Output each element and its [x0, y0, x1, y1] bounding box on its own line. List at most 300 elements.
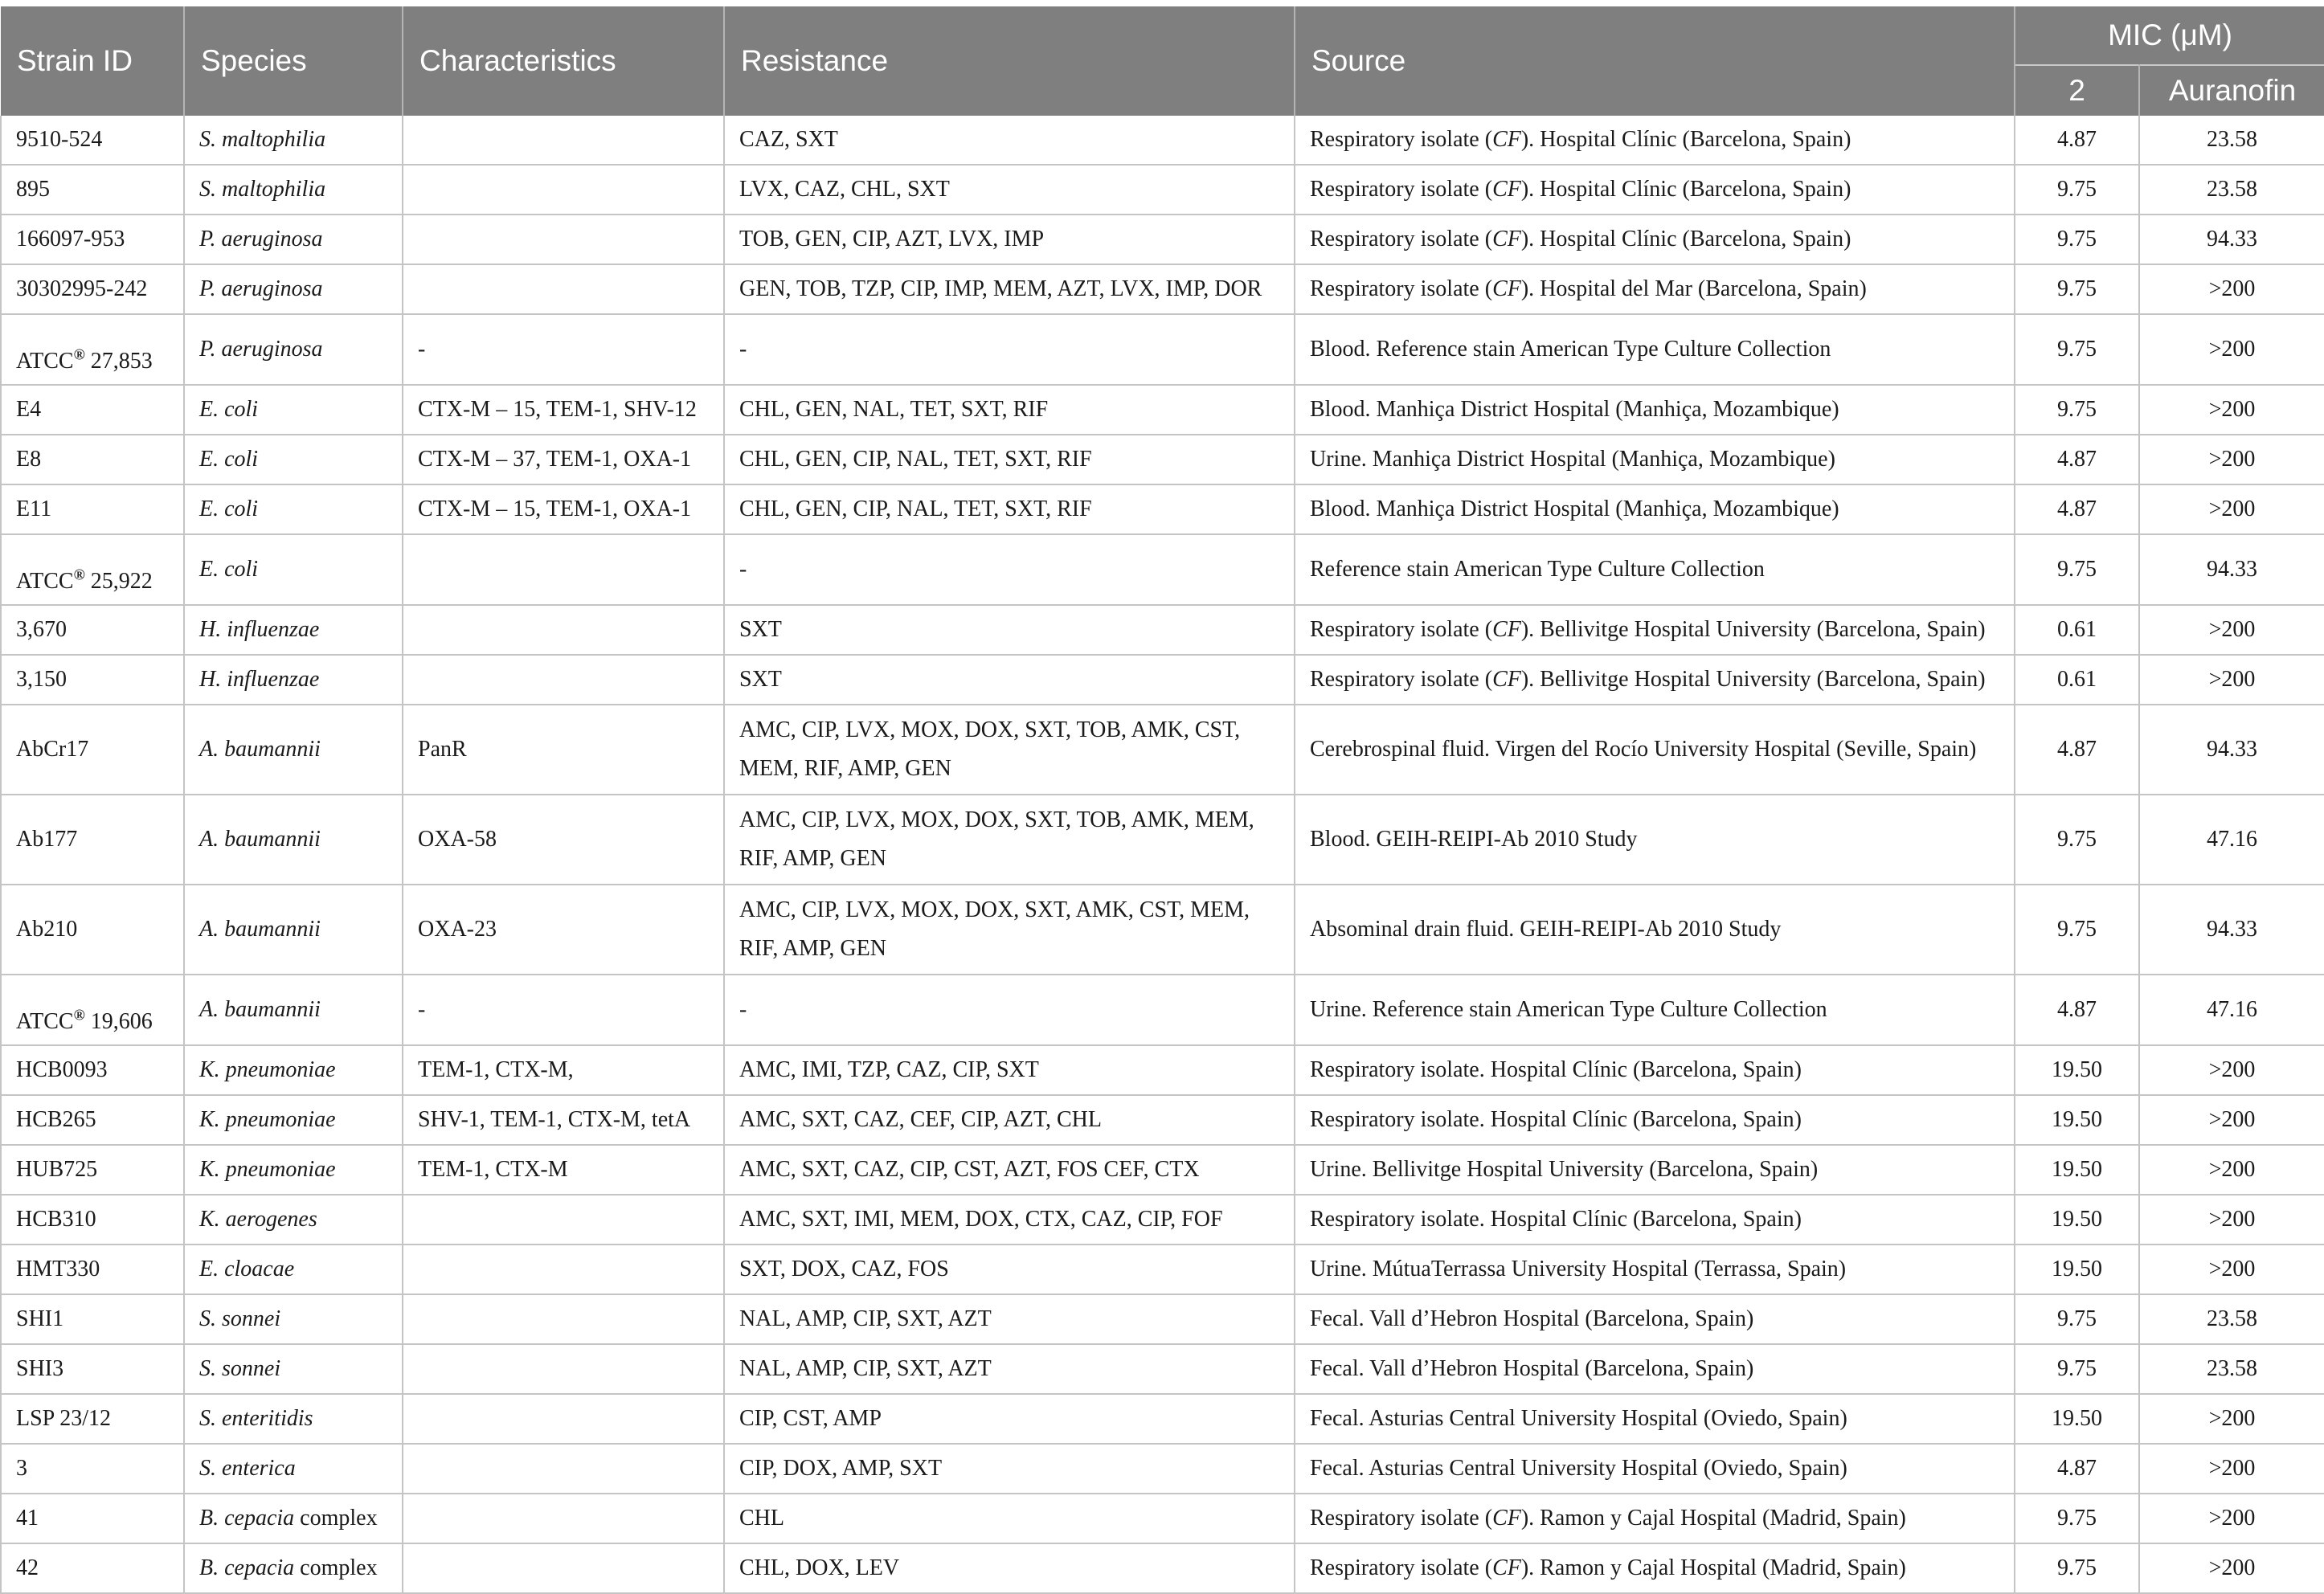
source-text-rest: ). Hospital Clínic (Barcelona, Spain) [1520, 177, 1851, 202]
cell-source [1295, 1294, 2015, 1344]
cell-characteristics [403, 1195, 724, 1245]
cell-resistance [724, 534, 1295, 605]
mic-2-value: 19.50 [2052, 1157, 2102, 1182]
cell-mic-2 [2015, 1344, 2139, 1394]
cell-species [184, 1195, 403, 1245]
table-row [1, 1045, 2324, 1095]
resistance-text-line2: RIF, AMP, GEN [739, 846, 886, 871]
cell-characteristics [403, 385, 724, 435]
cell-resistance [724, 795, 1295, 885]
cell-mic-2 [2015, 116, 2139, 165]
resistance-text: - [739, 557, 747, 582]
characteristics-text: PanR [418, 737, 467, 762]
cell-species [184, 1444, 403, 1494]
cell-resistance [724, 1394, 1295, 1444]
source-text: Blood. Manhiça District Hospital (Manhiça, Mozambique) [1310, 497, 1839, 521]
cell-mic-auranofin [2139, 215, 2324, 264]
table-row [1, 534, 2324, 605]
cell-source [1295, 1045, 2015, 1095]
species-name: K. pneumoniae [199, 1107, 336, 1132]
cell-characteristics [403, 655, 724, 705]
species-name: P. aeruginosa [199, 227, 323, 251]
cell-characteristics [403, 975, 724, 1045]
mic-auranofin-value: >200 [2208, 447, 2256, 472]
resistance-text: AMC, CIP, LVX, MOX, DOX, SXT, TOB, AMK, MEM, [739, 807, 1254, 832]
species-name: A. baumannii [199, 737, 321, 762]
cell-strain-id [1, 534, 184, 605]
strain-id-text: 42 [16, 1555, 39, 1580]
cell-species [184, 534, 403, 605]
cell-source [1295, 1344, 2015, 1394]
cell-strain-id [1, 1195, 184, 1245]
mic-auranofin-value: >200 [2208, 337, 2256, 362]
cell-characteristics [403, 534, 724, 605]
species-suffix: complex [294, 1506, 378, 1531]
resistance-text: LVX, CAZ, CHL, SXT [739, 177, 950, 202]
mic-2-value: 0.61 [2057, 617, 2097, 642]
characteristics-text: CTX-M – 15, TEM-1, SHV-12 [418, 397, 697, 422]
mic-auranofin-value: 23.58 [2207, 1356, 2257, 1381]
cell-species [184, 795, 403, 885]
cell-resistance [724, 705, 1295, 795]
cell-species [184, 215, 403, 264]
cell-resistance [724, 1344, 1295, 1394]
cell-source [1295, 1195, 2015, 1245]
source-text-rest: ). Bellivitge Hospital University (Barcelona, Spain) [1520, 617, 1986, 642]
species-name: E. coli [199, 397, 259, 422]
species-name: E. coli [199, 557, 259, 582]
source-text: Urine. Reference stain American Type Culture Collection [1310, 997, 1827, 1022]
cell-mic-auranofin [2139, 314, 2324, 385]
table-row [1, 1344, 2324, 1394]
cell-mic-auranofin [2139, 1245, 2324, 1294]
cell-mic-2 [2015, 655, 2139, 705]
cell-mic-2 [2015, 1494, 2139, 1543]
source-text: Respiratory isolate ( [1310, 1555, 1493, 1580]
mic-2-value: 19.50 [2052, 1107, 2102, 1132]
header-mic: MIC (μM) [2015, 6, 2324, 65]
mic-auranofin-value: >200 [2208, 667, 2256, 692]
cell-resistance [724, 1045, 1295, 1095]
cell-strain-id [1, 705, 184, 795]
cell-characteristics [403, 795, 724, 885]
resistance-text: TOB, GEN, CIP, AZT, LVX, IMP [739, 227, 1045, 251]
table-row [1, 1444, 2324, 1494]
cell-mic-2 [2015, 314, 2139, 385]
mic-auranofin-value: 94.33 [2207, 557, 2257, 582]
cell-source [1295, 215, 2015, 264]
cell-mic-2 [2015, 975, 2139, 1045]
source-text: Respiratory isolate ( [1310, 617, 1493, 642]
cell-resistance [724, 165, 1295, 215]
cell-species [184, 1294, 403, 1344]
cell-species [184, 264, 403, 314]
resistance-text: SXT [739, 667, 782, 692]
species-name: E. cloacae [199, 1257, 295, 1281]
cell-strain-id [1, 1145, 184, 1195]
cell-source [1295, 314, 2015, 385]
cell-source [1295, 1394, 2015, 1444]
characteristics-text: - [418, 997, 426, 1022]
species-name: K. pneumoniae [199, 1157, 336, 1182]
cell-mic-auranofin [2139, 1344, 2324, 1394]
cell-characteristics [403, 605, 724, 655]
source-text: Respiratory isolate ( [1310, 1506, 1493, 1531]
characteristics-text: OXA-58 [418, 827, 497, 852]
strain-id-text: 30302995-242 [16, 276, 148, 301]
cell-species [184, 1394, 403, 1444]
cell-species [184, 1145, 403, 1195]
resistance-text: CIP, DOX, AMP, SXT [739, 1456, 943, 1481]
cell-resistance [724, 264, 1295, 314]
cell-mic-2 [2015, 795, 2139, 885]
mic-auranofin-value: 94.33 [2207, 737, 2257, 762]
mic-2-value: 4.87 [2057, 737, 2097, 762]
mic-2-value: 9.75 [2057, 1506, 2097, 1531]
cell-resistance [724, 1494, 1295, 1543]
cell-source [1295, 484, 2015, 534]
table-row [1, 655, 2324, 705]
cell-mic-2 [2015, 215, 2139, 264]
cell-species [184, 385, 403, 435]
strain-id-text: E4 [16, 397, 42, 422]
mic-auranofin-value: >200 [2208, 397, 2256, 422]
mic-2-value: 9.75 [2057, 227, 2097, 251]
species-name: S. sonnei [199, 1356, 281, 1381]
species-name: H. influenzae [199, 667, 320, 692]
cell-characteristics [403, 1245, 724, 1294]
table-row [1, 1394, 2324, 1444]
cell-mic-auranofin [2139, 605, 2324, 655]
source-cf: CF [1492, 127, 1521, 152]
mic-auranofin-value: >200 [2208, 1506, 2256, 1531]
mic-auranofin-value: >200 [2208, 1107, 2256, 1132]
cell-strain-id [1, 605, 184, 655]
cell-mic-2 [2015, 1095, 2139, 1145]
species-name: H. influenzae [199, 617, 320, 642]
table-row [1, 1294, 2324, 1344]
cell-resistance [724, 975, 1295, 1045]
species-name: S. enterica [199, 1456, 296, 1481]
source-cf: CF [1492, 1555, 1521, 1580]
cell-source [1295, 116, 2015, 165]
cell-mic-2 [2015, 1444, 2139, 1494]
strain-id-text: 9510-524 [16, 127, 103, 152]
cell-species [184, 975, 403, 1045]
mic-auranofin-value: >200 [2208, 1456, 2256, 1481]
cell-strain-id [1, 975, 184, 1045]
cell-mic-auranofin [2139, 705, 2324, 795]
cell-mic-2 [2015, 264, 2139, 314]
cell-species [184, 1494, 403, 1543]
cell-characteristics [403, 484, 724, 534]
characteristics-text: CTX-M – 15, TEM-1, OXA-1 [418, 497, 692, 521]
strain-id-text: AbCr17 [16, 737, 89, 762]
cell-strain-id [1, 165, 184, 215]
table-row [1, 314, 2324, 385]
cell-mic-2 [2015, 1394, 2139, 1444]
cell-species [184, 435, 403, 484]
strain-id-text: HCB0093 [16, 1057, 108, 1082]
source-text: Cerebrospinal fluid. Virgen del Rocío University Hospital (Seville, Spain) [1310, 737, 1977, 762]
cell-mic-2 [2015, 534, 2139, 605]
header-characteristics: Characteristics [403, 6, 724, 116]
source-text: Respiratory isolate ( [1310, 177, 1493, 202]
cell-mic-auranofin [2139, 385, 2324, 435]
resistance-text: CHL, DOX, LEV [739, 1555, 900, 1580]
source-text: Fecal. Vall d’Hebron Hospital (Barcelona, Spain) [1310, 1356, 1754, 1381]
cell-strain-id [1, 1543, 184, 1593]
cell-characteristics [403, 1145, 724, 1195]
species-name: E. coli [199, 497, 259, 521]
cell-species [184, 1245, 403, 1294]
mic-2-value: 4.87 [2057, 1456, 2097, 1481]
source-cf: CF [1492, 227, 1521, 251]
table-row [1, 975, 2324, 1045]
resistance-text: AMC, CIP, LVX, MOX, DOX, SXT, AMK, CST, MEM, [739, 897, 1250, 922]
header-source: Source [1295, 6, 2015, 116]
resistance-text: AMC, SXT, CAZ, CEF, CIP, AZT, CHL [739, 1107, 1102, 1132]
cell-strain-id [1, 1294, 184, 1344]
source-text: Respiratory isolate ( [1310, 127, 1493, 152]
mic-auranofin-value: >200 [2208, 1057, 2256, 1082]
source-text: Respiratory isolate ( [1310, 227, 1493, 251]
source-text: Reference stain American Type Culture Collection [1310, 557, 1765, 582]
source-text-rest: ). Hospital Clínic (Barcelona, Spain) [1520, 227, 1851, 251]
mic-2-value: 4.87 [2057, 497, 2097, 521]
strain-id-text: 3,670 [16, 617, 67, 642]
cell-mic-2 [2015, 435, 2139, 484]
cell-mic-auranofin [2139, 1045, 2324, 1095]
species-name: A. baumannii [199, 917, 321, 942]
resistance-text: - [739, 337, 747, 362]
mic-2-value: 9.75 [2057, 1555, 2097, 1580]
cell-mic-2 [2015, 1145, 2139, 1195]
resistance-text: - [739, 997, 747, 1022]
cell-strain-id [1, 116, 184, 165]
mic-auranofin-value: 94.33 [2207, 227, 2257, 251]
table-row [1, 705, 2324, 795]
cell-characteristics [403, 1394, 724, 1444]
cell-characteristics [403, 1294, 724, 1344]
cell-species [184, 165, 403, 215]
mic-auranofin-value: >200 [2208, 617, 2256, 642]
cell-species [184, 116, 403, 165]
cell-characteristics [403, 435, 724, 484]
strain-id-text: E11 [16, 497, 52, 521]
species-name: B. cepacia [199, 1506, 295, 1531]
mic-auranofin-value: >200 [2208, 1555, 2256, 1580]
mic-2-value: 9.75 [2057, 557, 2097, 582]
species-name: S. maltophilia [199, 177, 326, 202]
mic-2-value: 19.50 [2052, 1257, 2102, 1281]
cell-mic-auranofin [2139, 1195, 2324, 1245]
mic-auranofin-value: >200 [2208, 276, 2256, 301]
cell-mic-auranofin [2139, 1394, 2324, 1444]
mic-auranofin-value: 23.58 [2207, 1306, 2257, 1331]
mic-2-value: 9.75 [2057, 276, 2097, 301]
cell-mic-auranofin [2139, 655, 2324, 705]
cell-mic-2 [2015, 605, 2139, 655]
cell-resistance [724, 116, 1295, 165]
source-text-rest: ). Hospital Clínic (Barcelona, Spain) [1520, 127, 1851, 152]
cell-characteristics [403, 264, 724, 314]
table-row [1, 215, 2324, 264]
species-name: E. coli [199, 447, 259, 472]
source-text-rest: ). Ramon y Cajal Hospital (Madrid, Spain) [1520, 1555, 1906, 1580]
cell-mic-2 [2015, 1245, 2139, 1294]
cell-source [1295, 885, 2015, 975]
cell-species [184, 885, 403, 975]
cell-strain-id [1, 1344, 184, 1394]
cell-characteristics [403, 1543, 724, 1593]
resistance-text: CHL [739, 1506, 784, 1531]
strain-id-text: LSP 23/12 [16, 1406, 111, 1431]
resistance-text: GEN, TOB, TZP, CIP, IMP, MEM, AZT, LVX, IMP, DOR [739, 276, 1262, 301]
strain-id-text: Ab177 [16, 827, 78, 852]
mic-auranofin-value: 94.33 [2207, 917, 2257, 942]
mic-auranofin-value: >200 [2208, 497, 2256, 521]
cell-source [1295, 435, 2015, 484]
cell-source [1295, 1444, 2015, 1494]
table-header [1, 6, 2324, 116]
mic-2-value: 19.50 [2052, 1406, 2102, 1431]
mic-auranofin-value: >200 [2208, 1157, 2256, 1182]
source-text: Urine. Bellivitge Hospital University (Barcelona, Spain) [1310, 1157, 1819, 1182]
cell-characteristics [403, 165, 724, 215]
cell-strain-id [1, 484, 184, 534]
cell-mic-auranofin [2139, 795, 2324, 885]
cell-species [184, 605, 403, 655]
table-row [1, 605, 2324, 655]
table-row [1, 264, 2324, 314]
strain-id-number: 19,606 [84, 1009, 153, 1034]
mic-2-value: 9.75 [2057, 397, 2097, 422]
cell-source [1295, 705, 2015, 795]
source-text: Respiratory isolate ( [1310, 276, 1493, 301]
strain-id-prefix: ATCC [16, 569, 74, 594]
cell-mic-auranofin [2139, 1294, 2324, 1344]
cell-mic-auranofin [2139, 264, 2324, 314]
source-text: Fecal. Vall d’Hebron Hospital (Barcelona, Spain) [1310, 1306, 1754, 1331]
source-text: Respiratory isolate. Hospital Clínic (Barcelona, Spain) [1310, 1107, 1802, 1132]
mic-2-value: 19.50 [2052, 1057, 2102, 1082]
cell-source [1295, 534, 2015, 605]
resistance-text: AMC, SXT, CAZ, CIP, CST, AZT, FOS CEF, CTX [739, 1157, 1200, 1182]
cell-mic-2 [2015, 1195, 2139, 1245]
source-text: Respiratory isolate. Hospital Clínic (Barcelona, Spain) [1310, 1057, 1802, 1082]
source-text: Fecal. Asturias Central University Hospital (Oviedo, Spain) [1310, 1456, 1847, 1481]
cell-source [1295, 1543, 2015, 1593]
cell-resistance [724, 385, 1295, 435]
cell-mic-2 [2015, 165, 2139, 215]
strain-id-prefix: ATCC [16, 1009, 74, 1034]
cell-resistance [724, 1195, 1295, 1245]
table-row [1, 885, 2324, 975]
table-row [1, 795, 2324, 885]
source-text-rest: ). Hospital del Mar (Barcelona, Spain) [1520, 276, 1867, 301]
cell-characteristics [403, 1095, 724, 1145]
source-text: Fecal. Asturias Central University Hospital (Oviedo, Spain) [1310, 1406, 1847, 1431]
cell-strain-id [1, 435, 184, 484]
cell-resistance [724, 655, 1295, 705]
cell-resistance [724, 435, 1295, 484]
cell-species [184, 1045, 403, 1095]
species-name: B. cepacia [199, 1555, 295, 1580]
resistance-text: AMC, CIP, LVX, MOX, DOX, SXT, TOB, AMK, CST, [739, 717, 1241, 742]
cell-resistance [724, 215, 1295, 264]
strain-id-text: 41 [16, 1506, 39, 1531]
cell-strain-id [1, 264, 184, 314]
cell-strain-id [1, 1245, 184, 1294]
source-text: Respiratory isolate. Hospital Clínic (Barcelona, Spain) [1310, 1207, 1802, 1232]
header-resistance: Resistance [724, 6, 1295, 116]
resistance-text-line2: MEM, RIF, AMP, GEN [739, 756, 951, 781]
mic-auranofin-value: >200 [2208, 1207, 2256, 1232]
cell-source [1295, 264, 2015, 314]
species-name: K. aerogenes [199, 1207, 317, 1232]
cell-mic-auranofin [2139, 165, 2324, 215]
cell-resistance [724, 1444, 1295, 1494]
strain-id-text: HMT330 [16, 1257, 100, 1281]
cell-source [1295, 1245, 2015, 1294]
characteristics-text: TEM-1, CTX-M [418, 1157, 568, 1182]
mic-auranofin-value: 23.58 [2207, 177, 2257, 202]
resistance-text: NAL, AMP, CIP, SXT, AZT [739, 1306, 992, 1331]
source-cf: CF [1492, 276, 1521, 301]
strain-id-text: HUB725 [16, 1157, 98, 1182]
cell-mic-auranofin [2139, 1444, 2324, 1494]
source-text: Respiratory isolate ( [1310, 667, 1493, 692]
mic-auranofin-value: 47.16 [2207, 827, 2257, 852]
mic-2-value: 4.87 [2057, 127, 2097, 152]
mic-auranofin-value: >200 [2208, 1257, 2256, 1281]
resistance-text: CHL, GEN, CIP, NAL, TET, SXT, RIF [739, 497, 1092, 521]
cell-mic-2 [2015, 1045, 2139, 1095]
header-species: Species [184, 6, 403, 116]
cell-characteristics [403, 314, 724, 385]
resistance-text: SXT [739, 617, 782, 642]
strain-id-text: 3,150 [16, 667, 67, 692]
mic-2-value: 9.75 [2057, 1306, 2097, 1331]
strain-table-container [0, 6, 2324, 1594]
table-row [1, 116, 2324, 165]
table-row [1, 1245, 2324, 1294]
cell-characteristics [403, 1494, 724, 1543]
source-text: Blood. Manhiça District Hospital (Manhiça, Mozambique) [1310, 397, 1839, 422]
mic-2-value: 9.75 [2057, 827, 2097, 852]
cell-source [1295, 795, 2015, 885]
table-row [1, 165, 2324, 215]
characteristics-text: SHV-1, TEM-1, CTX-M, tetA [418, 1107, 691, 1132]
cell-characteristics [403, 885, 724, 975]
cell-strain-id [1, 655, 184, 705]
characteristics-text: - [418, 337, 426, 362]
cell-characteristics [403, 215, 724, 264]
cell-mic-auranofin [2139, 534, 2324, 605]
cell-mic-2 [2015, 705, 2139, 795]
cell-source [1295, 975, 2015, 1045]
cell-mic-2 [2015, 385, 2139, 435]
table-row [1, 1195, 2324, 1245]
cell-characteristics [403, 1444, 724, 1494]
source-cf: CF [1492, 667, 1521, 692]
species-name: S. maltophilia [199, 127, 326, 152]
cell-mic-auranofin [2139, 975, 2324, 1045]
cell-source [1295, 165, 2015, 215]
table-row [1, 1095, 2324, 1145]
cell-species [184, 1543, 403, 1593]
